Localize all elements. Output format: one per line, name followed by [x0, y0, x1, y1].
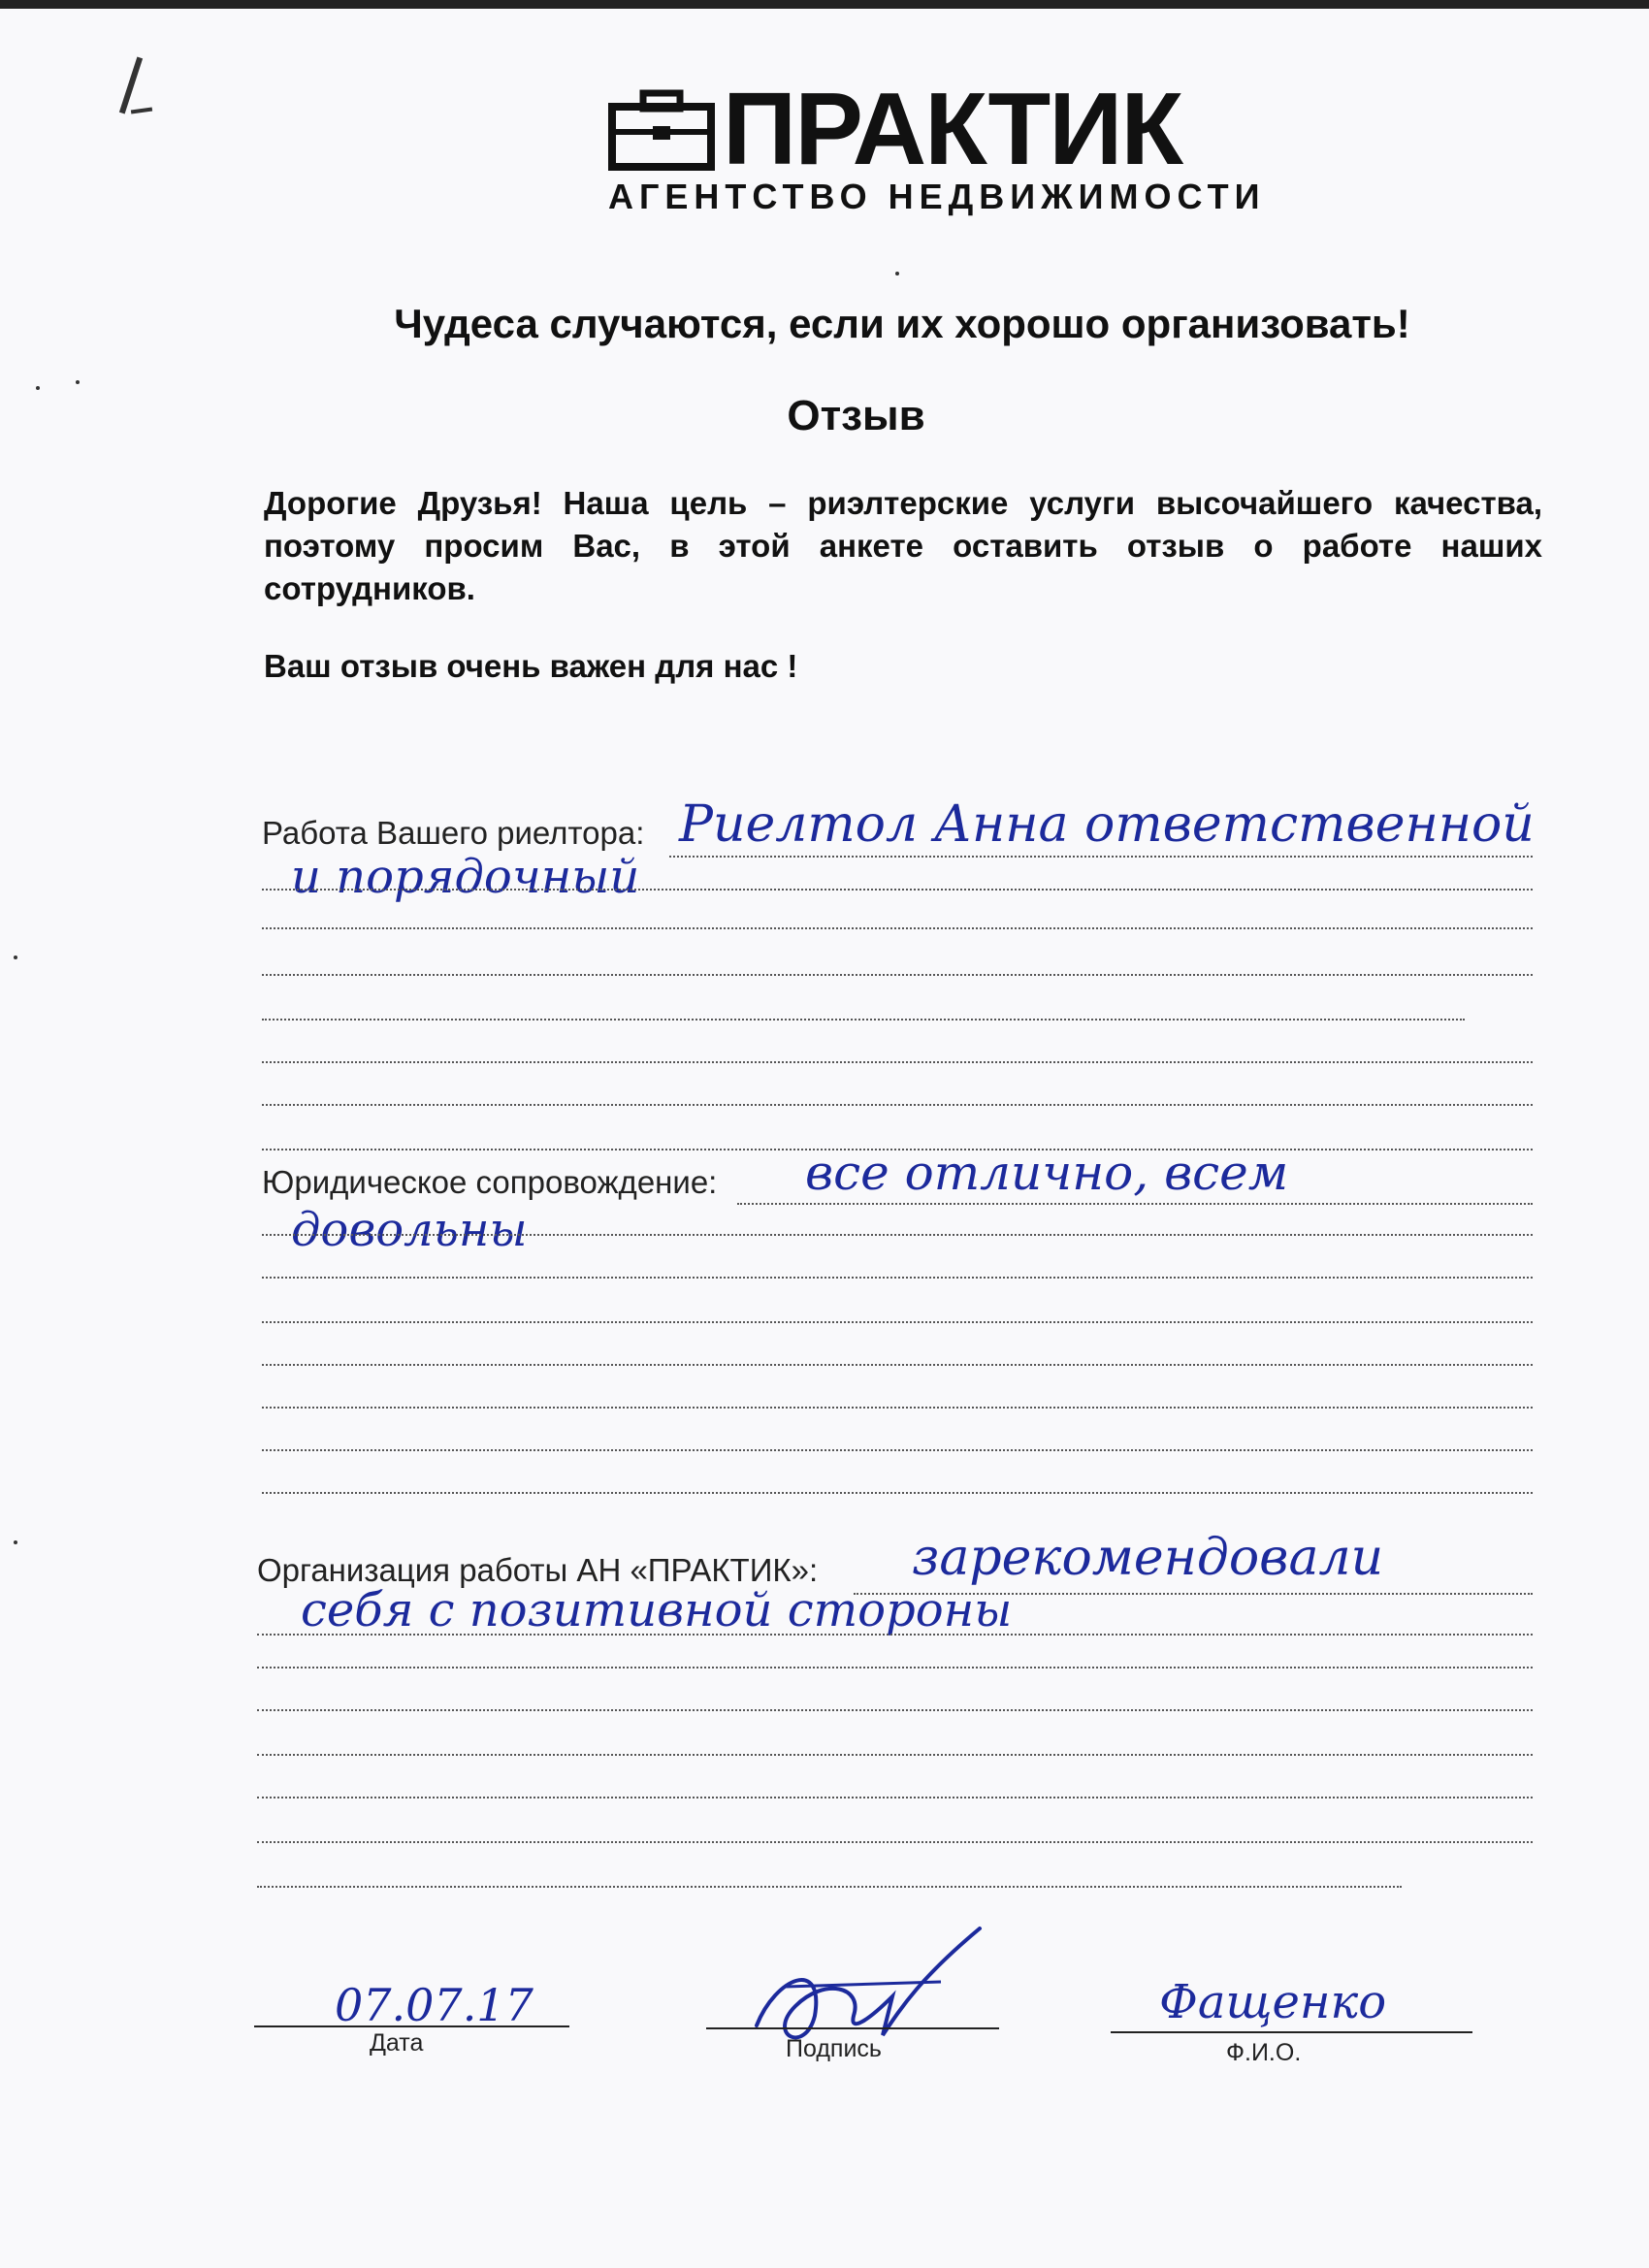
answer-line	[257, 1797, 1533, 1798]
signature-label: Подпись	[786, 2035, 882, 2062]
answer-line	[262, 1492, 1533, 1494]
answer-line	[262, 1449, 1533, 1451]
answer-line	[262, 1019, 1465, 1021]
scan-speck	[76, 380, 80, 384]
scan-speck	[14, 1540, 17, 1544]
answer-line	[257, 1754, 1533, 1756]
answer-line	[262, 889, 1533, 891]
pen-mark-tail	[131, 107, 152, 113]
brand-subtitle: АГЕНТСТВО НЕДВИЖИМОСТИ	[608, 177, 1266, 216]
agency-organization-label: Организация работы АН «ПРАКТИК»:	[257, 1552, 819, 1588]
answer-line	[257, 1886, 1402, 1888]
answer-line	[262, 927, 1533, 929]
answer-line	[262, 1321, 1533, 1323]
date-value: 07.07.17	[335, 1979, 534, 2031]
realtor-work-handwritten-line-2: и порядочный	[291, 850, 640, 904]
brand-name: ПРАКТИК	[723, 72, 1182, 186]
agency-organization-handwritten-line-2: себя с позитивной стороны	[301, 1583, 1013, 1637]
agency-organization-handwritten-line-1: зарекомендовали	[912, 1529, 1384, 1587]
answer-line	[854, 1593, 1533, 1595]
pen-mark	[119, 57, 143, 114]
answer-line	[257, 1709, 1533, 1711]
answer-line	[262, 1234, 1533, 1236]
legal-support-handwritten-line-2: довольны	[291, 1203, 528, 1257]
answer-line	[262, 1364, 1533, 1366]
answer-line	[257, 1667, 1533, 1669]
answer-line	[257, 1634, 1533, 1636]
date-line	[254, 2025, 569, 2027]
legal-support-label: Юридическое сопровождение:	[262, 1164, 718, 1200]
signature-line	[706, 2027, 999, 2029]
briefcase-icon	[608, 89, 715, 171]
importance-note: Ваш отзыв очень важен для нас !	[264, 648, 798, 684]
company-logo	[606, 72, 1266, 219]
answer-line	[737, 1203, 1533, 1205]
scan-speck	[895, 272, 899, 275]
page-title: Отзыв	[787, 392, 925, 439]
scan-speck	[36, 386, 40, 390]
name-value: Фащенко	[1159, 1975, 1387, 2029]
date-label: Дата	[370, 2029, 424, 2057]
answer-line	[257, 1841, 1533, 1843]
answer-line	[262, 1104, 1533, 1106]
intro-text: Дорогие Друзья! Наша цель – риэлтерские услуги высочайшего качества, поэтому просим Вас, в этой анкете оставить отзыв о работе наших сотрудников.	[264, 485, 1542, 606]
name-label: Ф.И.О.	[1226, 2039, 1302, 2066]
answer-line	[262, 1407, 1533, 1409]
answer-line	[262, 1277, 1533, 1279]
answer-line	[669, 856, 1533, 858]
scan-top-edge	[0, 0, 1649, 9]
legal-support-handwritten-line-1: все отлично, всем	[805, 1145, 1289, 1201]
answer-line	[262, 974, 1533, 976]
scan-speck	[14, 956, 17, 959]
answer-line	[262, 1061, 1533, 1063]
realtor-work-label: Работа Вашего риелтора:	[262, 815, 645, 851]
slogan: Чудеса случаются, если их хорошо организовать!	[394, 301, 1410, 346]
realtor-work-handwritten-line-1: Риелтол Анна ответственной	[679, 795, 1535, 854]
name-line	[1111, 2031, 1472, 2033]
